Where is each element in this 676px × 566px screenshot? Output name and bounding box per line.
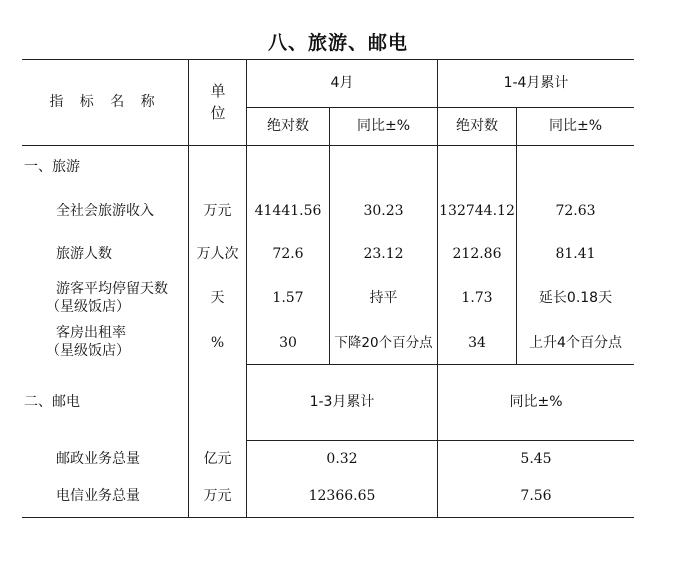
row-postal-volume-name: 邮政业务总量 [56, 450, 140, 467]
header-april-absolute: 绝对数 [267, 118, 309, 134]
row-postal-volume-yoy: 5.45 [520, 450, 552, 467]
header-unit: 单位 [210, 82, 226, 122]
row-occupancy-cum-abs: 34 [468, 334, 486, 351]
section-post: 二、邮电 [24, 393, 80, 410]
row-tourist-count-unit: 万人次 [196, 245, 239, 262]
row-postal-volume-cum: 0.32 [326, 450, 358, 467]
row-tourist-count-name: 旅游人数 [56, 245, 112, 262]
header-cumulative: 1-4月累计 [503, 75, 569, 91]
row-tourism-revenue-cum-yoy: 72.63 [555, 202, 596, 219]
col-divider-april-inner [329, 107, 330, 365]
row-tourist-count-apr-abs: 72.6 [272, 245, 304, 262]
row-avg-stay-cum-abs: 1.73 [461, 289, 493, 306]
header-bottom-border [22, 145, 634, 146]
page-title: 八、旅游、邮电 [267, 32, 408, 54]
row-occupancy-apr-abs: 30 [279, 334, 297, 351]
row-tourist-count-cum-abs: 212.86 [452, 245, 502, 262]
row-occupancy-cum-yoy: 上升4个百分点 [529, 334, 622, 351]
row-telecom-volume-cum: 12366.65 [308, 487, 376, 504]
row-occupancy-unit: % [210, 334, 225, 351]
header-cum-absolute: 绝对数 [456, 118, 498, 134]
row-tourism-revenue-name: 全社会旅游收入 [56, 202, 154, 219]
post-header-yoy: 同比±% [509, 394, 563, 410]
header-cum-yoy: 同比±% [548, 118, 603, 134]
row-tourism-revenue-apr-abs: 41441.56 [254, 202, 322, 219]
row-occupancy-name-sub: （星级饭店） [46, 342, 130, 359]
post-header-cumulative: 1-3月累计 [309, 394, 375, 410]
table-bottom-border [22, 517, 634, 518]
row-tourism-revenue-apr-yoy: 30.23 [363, 202, 404, 219]
post-header-bottom-border [247, 440, 634, 441]
row-postal-volume-unit: 亿元 [203, 450, 232, 467]
row-tourist-count-apr-yoy: 23.12 [363, 245, 404, 262]
row-telecom-volume-unit: 万元 [203, 487, 232, 504]
header-april-yoy: 同比±% [356, 118, 411, 134]
section-tourism: 一、旅游 [24, 158, 80, 175]
row-tourism-revenue-cum-abs: 132744.12 [439, 202, 515, 219]
header-indicator: 指 标 名 称 [49, 94, 161, 110]
row-telecom-volume-yoy: 7.56 [520, 487, 552, 504]
row-avg-stay-name-sub: （星级饭店） [46, 298, 130, 315]
row-occupancy-apr-yoy: 下降20个百分点 [334, 334, 433, 351]
row-telecom-volume-name: 电信业务总量 [56, 487, 140, 504]
row-avg-stay-apr-abs: 1.57 [272, 289, 304, 306]
row-avg-stay-unit: 天 [210, 289, 225, 306]
col-divider-cum-inner [516, 107, 517, 365]
row-avg-stay-name: 游客平均停留天数 [56, 280, 168, 297]
header-april: 4月 [330, 75, 354, 91]
row-occupancy-name: 客房出租率 [56, 324, 126, 341]
row-tourist-count-cum-yoy: 81.41 [555, 245, 596, 262]
row-tourism-revenue-unit: 万元 [203, 202, 232, 219]
row-avg-stay-apr-yoy: 持平 [369, 289, 398, 306]
row-avg-stay-cum-yoy: 延长0.18天 [538, 289, 613, 306]
